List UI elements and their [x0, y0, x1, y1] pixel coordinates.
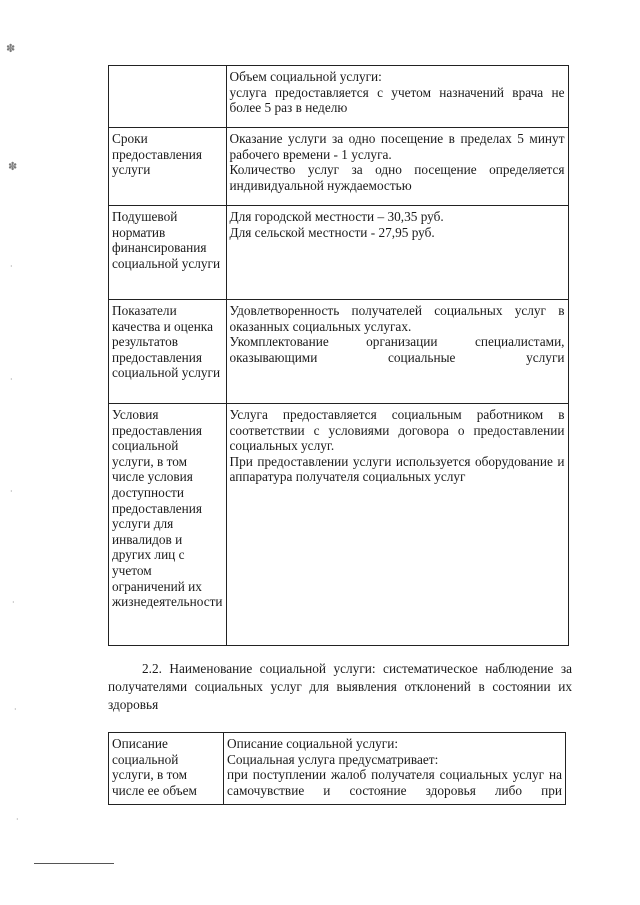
row-paragraph: Для городской местности – 30,35 руб. — [229, 209, 444, 224]
row-content — [226, 404, 568, 646]
table-row — [109, 128, 569, 206]
margin-scan-mark: · — [10, 262, 13, 271]
footnote-separator — [34, 863, 114, 864]
row-paragraph: при поступлении жалоб получателя социальных услуг на самочувствие и состояние здоровья либо при — [227, 767, 562, 798]
service-description-table — [108, 732, 566, 805]
row-paragraph: При предоставлении услуги используется оборудование и аппаратура получателя социальных услуг — [229, 453, 565, 485]
row-paragraph: Укомплектование организации специалистами, оказывающими социальные услуги — [229, 334, 565, 365]
margin-scan-mark: · — [10, 375, 13, 384]
margin-scan-mark: ✽ — [8, 160, 18, 173]
margin-scan-mark: ✽ — [6, 42, 16, 55]
row-label — [109, 66, 227, 128]
row-content — [226, 206, 568, 300]
row-content — [224, 733, 566, 805]
row-paragraph: Социальная услуга предусматривает: — [227, 751, 439, 767]
row-paragraph: Удовлетворенность получателей социальных услуг в оказанных социальных услугах. — [229, 303, 565, 334]
section-heading: 2.2. Наименование социальной услуги: систематическое наблюдение за получателями социальных услуг для выявления отклонений в состоянии их здоровья — [108, 661, 572, 712]
table-row — [109, 300, 569, 404]
table-row — [109, 206, 569, 300]
row-paragraph: Услуга предоставляется социальным работником в соответствии с условиями договора о предоставлении социальных услуг. — [229, 407, 565, 454]
row-label: Показатели качества и оценка результатов предоставления социальной услуги — [109, 300, 227, 404]
row-content — [226, 128, 568, 206]
row-paragraph: Объем социальной услуги: — [229, 69, 382, 84]
margin-scan-mark: · — [10, 487, 13, 496]
row-label: Условия предоставления социальной услуги, в том числе условия доступности предоставления услуги для инвалидов и других лиц с учетом ограничений их жизнедеятельности — [109, 404, 227, 646]
margin-scan-mark: · — [16, 815, 19, 824]
row-content — [226, 66, 568, 128]
row-label: Описание социальной услуги, в том числе ее объем — [109, 733, 224, 805]
row-label: Подушевой норматив финансирования социальной услуги — [109, 206, 227, 300]
row-paragraph: услуга предоставляется с учетом назначений врача не более 5 раз в неделю — [229, 84, 565, 116]
table-row — [109, 404, 569, 646]
row-paragraph: Описание социальной услуги: — [227, 736, 399, 751]
row-paragraph: Количество услуг за одно посещение определяется индивидуальной нуждаемостью — [229, 162, 565, 193]
service-details-table — [108, 65, 569, 646]
table-row — [109, 733, 566, 805]
row-content — [226, 300, 568, 404]
margin-scan-mark: · — [12, 598, 15, 607]
row-label: Сроки предоставления услуги — [109, 128, 227, 206]
row-paragraph: Оказание услуги за одно посещение в пределах 5 минут рабочего времени - 1 услуга. — [229, 131, 565, 162]
row-paragraph: Для сельской местности - 27,95 руб. — [229, 224, 435, 240]
table-row — [109, 66, 569, 128]
margin-scan-mark: · — [14, 705, 17, 714]
